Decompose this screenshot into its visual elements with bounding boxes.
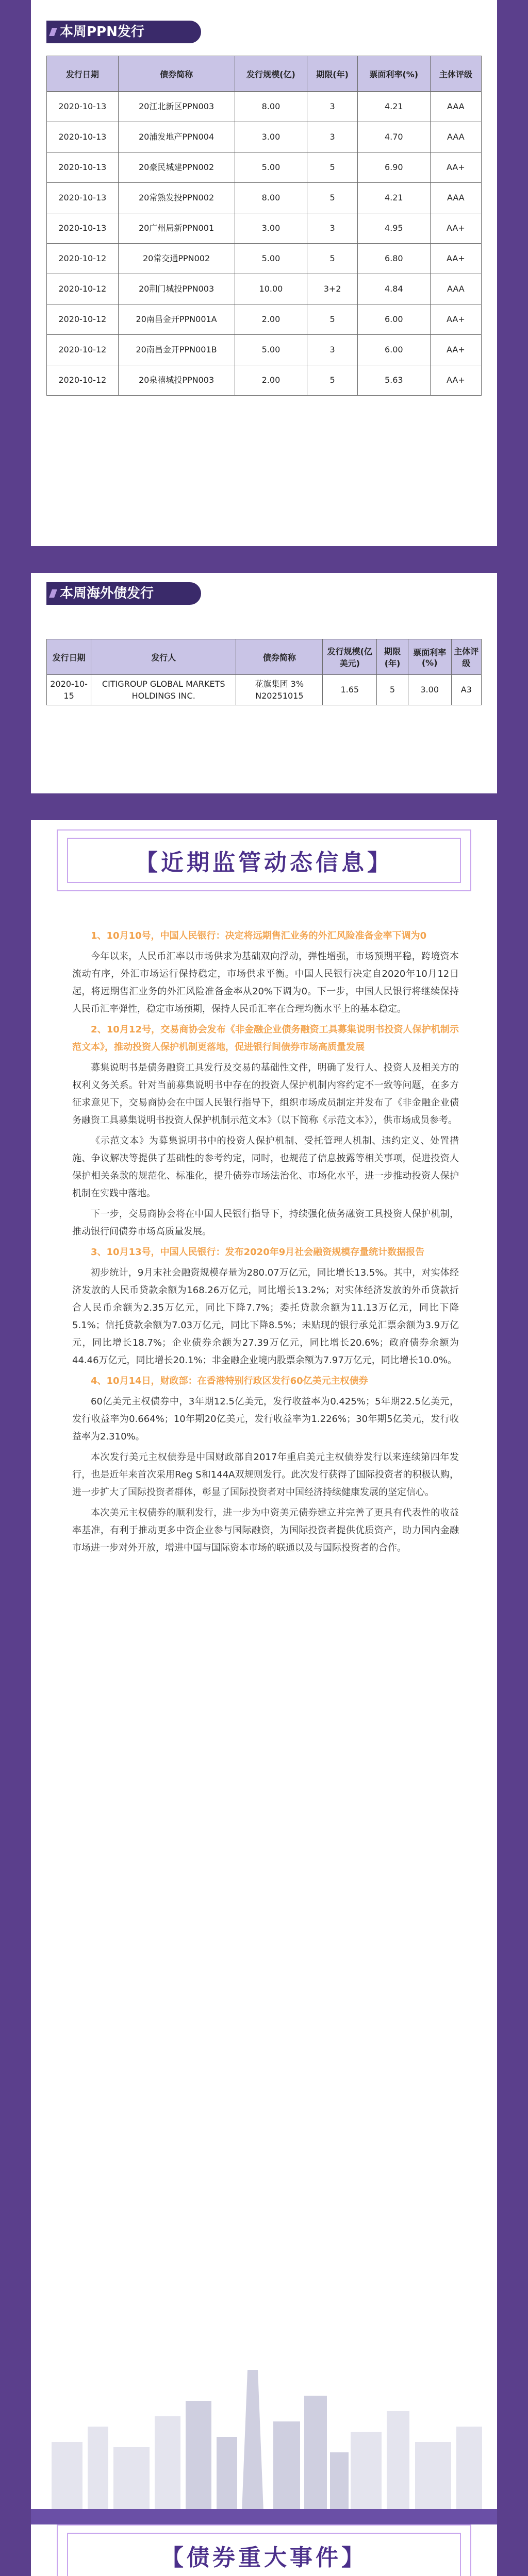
news-paragraph: 本次美元主权债券的顺利发行，进一步为中资美元债券建立并完善了更具有代表性的收益率基准，有利于推动更多中资企业参与国际融资，为国际投资者提供优质资产，助力国内金融市场进一步对外开放，增进中国与国际资本市场的联通以及与国际投资者的合作。 xyxy=(72,1507,459,1553)
column-header: 主体评级 xyxy=(451,639,482,675)
table-row xyxy=(47,304,482,335)
column-header: 票面利率(%) xyxy=(357,56,430,92)
table-cell: 20广州局新PPN001 xyxy=(118,213,235,244)
table-cell: 5 xyxy=(307,304,357,335)
table-row xyxy=(47,335,482,365)
table-cell: 5 xyxy=(307,365,357,396)
table-cell: AAA xyxy=(430,183,481,213)
table-cell: 6.80 xyxy=(357,244,430,274)
column-header: 期限(年) xyxy=(377,639,408,675)
regulation-banner xyxy=(57,829,471,891)
table-row xyxy=(47,152,482,183)
table-cell: 2020-10-13 xyxy=(47,152,119,183)
table-cell: 5.00 xyxy=(235,152,307,183)
table-cell: 3 xyxy=(307,213,357,244)
table-cell: 20常熟发投PPN002 xyxy=(118,183,235,213)
table-cell: AA+ xyxy=(430,213,481,244)
column-header: 发行人 xyxy=(91,639,236,675)
table-cell: 20豪民城建PPN002 xyxy=(118,152,235,183)
table-cell: AA+ xyxy=(430,365,481,396)
table-cell: 2020-10-13 xyxy=(47,122,119,152)
column-header: 期限(年) xyxy=(307,56,357,92)
table-cell: 3 xyxy=(307,92,357,122)
news-paragraph: 募集说明书是债务融资工具发行及交易的基础性文件，明确了发行人、投资人及相关方的权利义务关系。针对当前募集说明书中存在的投资人保护机制内容约定不一致等问题，在多方征求意见下，交易商协会在中国人民银行指导下，组织市场成员制定并发布了《非金融企业债务融资工具募集说明书投资人保护机制示范文本》（以下简称《示范文本》），供市场成员参考。 xyxy=(72,1062,459,1126)
news-paragraph: 本次发行美元主权债券是中国财政部自2017年重启美元主权债券发行以来连续第四年发行，也是近年来首次采用Reg S和144A双规则发行。此次发行获得了国际投资者的积极认购，进一步扩大了国际投资者群体，彰显了国际投资者对中国经济持续健康发展的坚定信心。 xyxy=(72,1452,459,1498)
column-header: 发行规模(亿) xyxy=(235,56,307,92)
table-cell: 3.00 xyxy=(235,213,307,244)
table-cell: 8.00 xyxy=(235,183,307,213)
table-cell: 3.00 xyxy=(235,122,307,152)
table-cell: 2020-10-13 xyxy=(47,213,119,244)
table-cell: 4.95 xyxy=(357,213,430,244)
table-cell: AA+ xyxy=(430,304,481,335)
news-paragraph: 60亿美元主权债券中，3年期12.5亿美元，发行收益率为0.425%；5年期22.5亿美元，发行收益率为0.664%；10年期20亿美元，发行收益率为1.226%；30年期5亿美元，发行收益率为2.310%。 xyxy=(72,1396,459,1442)
table-cell: 3 xyxy=(307,335,357,365)
ppn-table xyxy=(46,56,482,396)
table-cell: 20荆门城投PPN003 xyxy=(118,274,235,304)
table-cell: 20浦发地产PPN004 xyxy=(118,122,235,152)
table-cell: 3 xyxy=(307,122,357,152)
table-cell: 5.00 xyxy=(235,244,307,274)
section-divider xyxy=(0,793,528,820)
table-row xyxy=(47,244,482,274)
news-headline: 1、10月10号，中国人民银行：决定将远期售汇业务的外汇风险准备金率下调为0 xyxy=(91,930,427,941)
table-cell: 20泉禧城投PPN003 xyxy=(118,365,235,396)
table-row xyxy=(47,365,482,396)
news-headline: 4、10月14日，财政部：在香港特别行政区发行60亿美元主权债券 xyxy=(91,1376,368,1386)
table-cell: AA+ xyxy=(430,152,481,183)
events-banner-text: 【债券重大事件】 xyxy=(67,2533,461,2576)
table-cell: 2020-10-13 xyxy=(47,183,119,213)
table-cell: 4.21 xyxy=(357,183,430,213)
column-header: 债券简称 xyxy=(236,639,323,675)
regulation-banner-text: 【近期监管动态信息】 xyxy=(67,838,461,883)
overseas-section-title: 本周海外债发行 xyxy=(46,582,201,605)
table-cell: AA+ xyxy=(430,335,481,365)
table-row xyxy=(47,183,482,213)
table-cell: 20常交通PPN002 xyxy=(118,244,235,274)
table-cell: CITIGROUP GLOBAL MARKETS HOLDINGS INC. xyxy=(91,675,236,705)
table-cell: 4.84 xyxy=(357,274,430,304)
news-paragraph: 下一步，交易商协会将在中国人民银行指导下，持续强化债务融资工具投资人保护机制，推动银行间债券市场高质量发展。 xyxy=(72,1209,459,1237)
table-row xyxy=(47,274,482,304)
city-skyline-illustration xyxy=(31,2354,497,2524)
table-cell: 2020-10-12 xyxy=(47,244,119,274)
table-cell: 20江北新区PPN003 xyxy=(118,92,235,122)
news-headline: 3、10月13号，中国人民银行：发布2020年9月社会融资规模存量统计数据报告 xyxy=(91,1247,425,1258)
ppn-section-title: 本周PPN发行 xyxy=(46,21,201,43)
news-headline: 2、10月12号，交易商协会发布《非金融企业债务融资工具募集说明书投资人保护机制示范文本》，推动投资人保护机制更落地，促进银行间债券市场高质量发展 xyxy=(72,1024,459,1053)
table-cell: 2020-10-12 xyxy=(47,365,119,396)
table-cell: 4.21 xyxy=(357,92,430,122)
table-row xyxy=(47,675,482,705)
overseas-table xyxy=(46,639,482,705)
table-cell: 2.00 xyxy=(235,365,307,396)
table-cell: 20南昌金开PPN001A xyxy=(118,304,235,335)
table-cell: 5 xyxy=(307,183,357,213)
table-cell: 5 xyxy=(307,244,357,274)
table-cell: 2020-10-12 xyxy=(47,304,119,335)
table-row xyxy=(47,122,482,152)
table-cell: 2020-10-12 xyxy=(47,274,119,304)
table-cell: 8.00 xyxy=(235,92,307,122)
regulation-news xyxy=(72,927,459,1560)
table-cell: 6.00 xyxy=(357,304,430,335)
table-cell: 3+2 xyxy=(307,274,357,304)
column-header: 债券简称 xyxy=(118,56,235,92)
table-cell: AAA xyxy=(430,274,481,304)
section-divider xyxy=(0,546,528,573)
table-cell: 5.63 xyxy=(357,365,430,396)
table-cell: 2020-10-13 xyxy=(47,92,119,122)
table-cell: 20南昌金开PPN001B xyxy=(118,335,235,365)
news-paragraph: 初步统计，9月末社会融资规模存量为280.07万亿元，同比增长13.5%。其中，对实体经济发放的人民币贷款余额为168.26万亿元，同比增长13.2%；对实体经济发放的外币贷款折合人民币余额为2.35万亿元，同比下降7.7%；委托贷款余额为11.13万亿元，同比下降5.1%；信托贷款余额为7.03万亿元，同比下降8.5%；未贴现的银行承兑汇票余额为3.9万亿元，同比增长18.7%；企业债券余额为27.39万亿元，同比增长20.6%；政府债券余额为44.46万亿元，同比增长20.1%；非金融企业境内股票余额为7.97万亿元，同比增长10.0%。 xyxy=(72,1267,459,1366)
table-row xyxy=(47,213,482,244)
column-header: 发行日期 xyxy=(47,56,119,92)
table-cell: 花旗集团 3% N20251015 xyxy=(236,675,323,705)
column-header: 发行规模(亿美元) xyxy=(323,639,377,675)
table-cell: 5 xyxy=(377,675,408,705)
table-cell: 2020-10-12 xyxy=(47,335,119,365)
events-banner xyxy=(57,2524,471,2576)
table-cell: AA+ xyxy=(430,244,481,274)
table-cell: 1.65 xyxy=(323,675,377,705)
table-cell: AAA xyxy=(430,92,481,122)
table-cell: 5.00 xyxy=(235,335,307,365)
column-header: 主体评级 xyxy=(430,56,481,92)
table-row xyxy=(47,92,482,122)
table-cell: 5 xyxy=(307,152,357,183)
news-paragraph: 《示范文本》为募集说明书中的投资人保护机制、受托管理人机制、违约定义、处置措施、争议解决等提供了基础性的参考约定，同时，也规范了信息披露等相关事项，促进投资人保护相关条款的规范化、标准化，提升债券市场法治化、市场化水平，进一步推动投资人保护机制在实践中落地。 xyxy=(72,1136,459,1199)
table-cell: A3 xyxy=(451,675,482,705)
column-header: 发行日期 xyxy=(47,639,91,675)
table-cell: AAA xyxy=(430,122,481,152)
table-cell: 10.00 xyxy=(235,274,307,304)
table-cell: 4.70 xyxy=(357,122,430,152)
table-cell: 6.90 xyxy=(357,152,430,183)
table-cell: 2.00 xyxy=(235,304,307,335)
table-cell: 3.00 xyxy=(408,675,451,705)
news-paragraph: 今年以来，人民币汇率以市场供求为基础双向浮动，弹性增强，市场预期平稳，跨境资本流动有序，外汇市场运行保持稳定，市场供求平衡。中国人民银行决定自2020年10月12日起，将远期售汇业务的外汇风险准备金率从20%下调为0。下一步，中国人民银行将继续保持人民币汇率弹性，稳定市场预期，保持人民币汇率在合理均衡水平上的基本稳定。 xyxy=(72,951,459,1014)
table-cell: 2020-10-15 xyxy=(47,675,91,705)
column-header: 票面利率(%) xyxy=(408,639,451,675)
table-cell: 6.00 xyxy=(357,335,430,365)
